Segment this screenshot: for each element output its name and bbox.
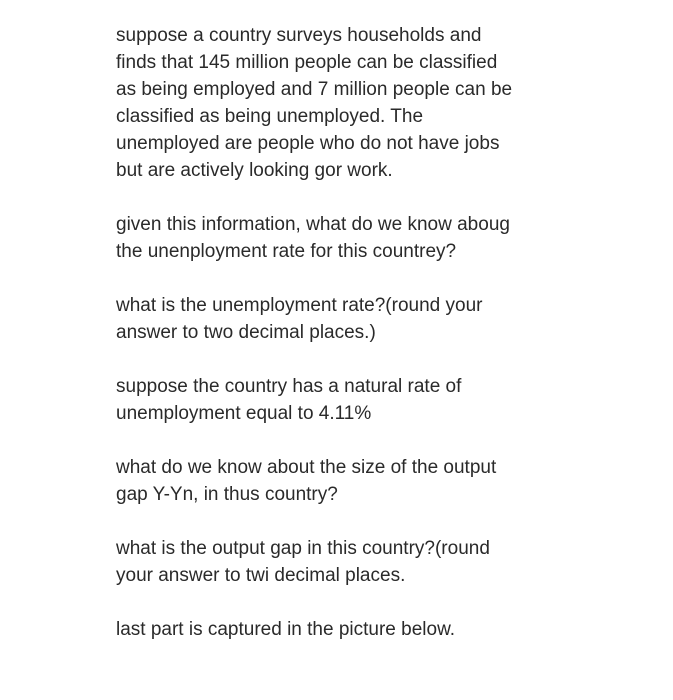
paragraph-survey-setup: suppose a country surveys households and finds that 145 million people can be classified as being employed and 7 million people can be classified as being unemployed. The unemployed are people who do not have jobs but are actively looking gor work. (116, 25, 513, 181)
paragraph-question-output-gap-size: what do we know about the size of the output gap Y-Yn, in thus country? (116, 457, 497, 505)
paragraph-question-output-gap: what is the output gap in this country?(round your answer to twi decimal places. (116, 538, 490, 586)
paragraph-last-part-note: last part is captured in the picture below. (116, 619, 456, 640)
paragraph-natural-rate: suppose the country has a natural rate of unemployment equal to 4.11% (116, 376, 462, 424)
document-body (116, 22, 566, 643)
paragraph-question-unemployment-knowledge: given this information, what do we know aboug the unenployment rate for this countrey? (116, 214, 510, 262)
paragraph-question-unemployment-rate: what is the unemployment rate?(round your answer to two decimal places.) (116, 295, 483, 343)
